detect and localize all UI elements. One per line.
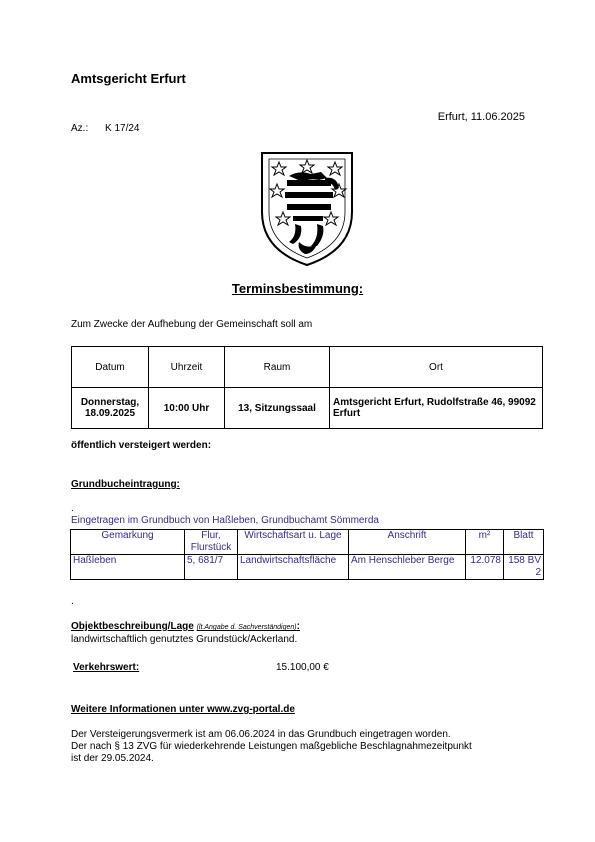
grundbuch-heading: Grundbucheintragung: — [71, 479, 180, 490]
grundbuch-eingetragen: Eingetragen im Grundbuch von Haßleben, Grundbuchamt Sömmerda — [71, 515, 379, 526]
intro-text: Zum Zwecke der Aufhebung der Gemeinschaft soll am — [71, 319, 313, 330]
grundbuch-table — [70, 529, 544, 580]
objekt-heading-colon: : — [296, 621, 300, 632]
closing-paragraph — [71, 729, 472, 765]
objekt-heading-label: Objektbeschreibung/Lage — [71, 621, 194, 632]
thuringia-coat-of-arms-icon — [259, 150, 355, 268]
header-uhrzeit: Uhrzeit — [149, 347, 225, 388]
termin-header-row — [72, 347, 543, 388]
paragraph-line-3: ist der 29.05.2024. — [71, 753, 154, 764]
versteigert-text: öffentlich versteigert werden: — [71, 440, 212, 451]
weitere-info-link[interactable]: Weitere Informationen unter www.zvg-portal.de — [71, 704, 295, 715]
gb-wirtschaftsart: Landwirtschaftsfläche — [238, 555, 349, 580]
header-ort: Ort — [330, 347, 543, 388]
gb-flur: 5, 681/7 — [185, 555, 238, 580]
gb-header-flur: Flur, Flurstück — [185, 530, 238, 555]
gb-gemarkung: Haßleben — [71, 555, 185, 580]
paragraph-line-2: Der nach § 13 ZVG für wiederkehrende Leistungen maßgebliche Beschlagnahmezeitpunkt — [71, 741, 472, 752]
place-date: Erfurt, 11.06.2025 — [437, 111, 525, 123]
header-raum: Raum — [225, 347, 330, 388]
gb-header-gemarkung: Gemarkung — [71, 530, 185, 555]
gb-m2: 12.078 — [466, 555, 504, 580]
court-name: Amtsgericht Erfurt — [71, 71, 186, 86]
page-title: Terminsbestimmung: — [231, 281, 364, 296]
termin-value-row — [72, 388, 543, 429]
gb-header-anschrift: Anschrift — [349, 530, 466, 555]
objekt-heading-note: (lt.Angabe d. Sachverständigen) — [196, 624, 297, 631]
value-uhrzeit: 10:00 Uhr — [149, 388, 225, 429]
table-row — [71, 555, 544, 580]
verkehrswert-label: Verkehrswert: — [73, 662, 140, 673]
gb-header-blatt: Blatt — [504, 530, 544, 555]
paragraph-line-1: Der Versteigerungsvermerk ist am 06.06.2024 in das Grundbuch eingetragen worden. — [71, 729, 451, 740]
objekt-heading — [71, 621, 300, 632]
gb-blatt: 158 BV 2 — [504, 555, 544, 580]
file-number-value: K 17/24 — [105, 123, 140, 134]
value-datum: Donnerstag, 18.09.2025 — [72, 388, 149, 429]
file-number — [71, 123, 139, 134]
header-datum: Datum — [72, 347, 149, 388]
gb-header-wirtschaftsart: Wirtschaftsart u. Lage — [238, 530, 349, 555]
value-ort: Amtsgericht Erfurt, Rudolfstraße 46, 99092 Erfurt — [330, 388, 543, 429]
objekt-text: landwirtschaftlich genutztes Grundstück/Ackerland. — [71, 634, 298, 645]
verkehrswert-value: 15.100,00 € — [276, 662, 329, 673]
value-raum: 13, Sitzungssaal — [225, 388, 330, 429]
termin-table — [71, 346, 543, 429]
grundbuch-dot: . — [71, 503, 74, 514]
gb-header-m2: m² — [466, 530, 504, 555]
gb-anschrift: Am Henschleber Berge — [349, 555, 466, 580]
file-number-label: Az.: — [71, 123, 89, 134]
grundbuch-header-row — [71, 530, 544, 555]
section-dot: . — [71, 596, 74, 607]
